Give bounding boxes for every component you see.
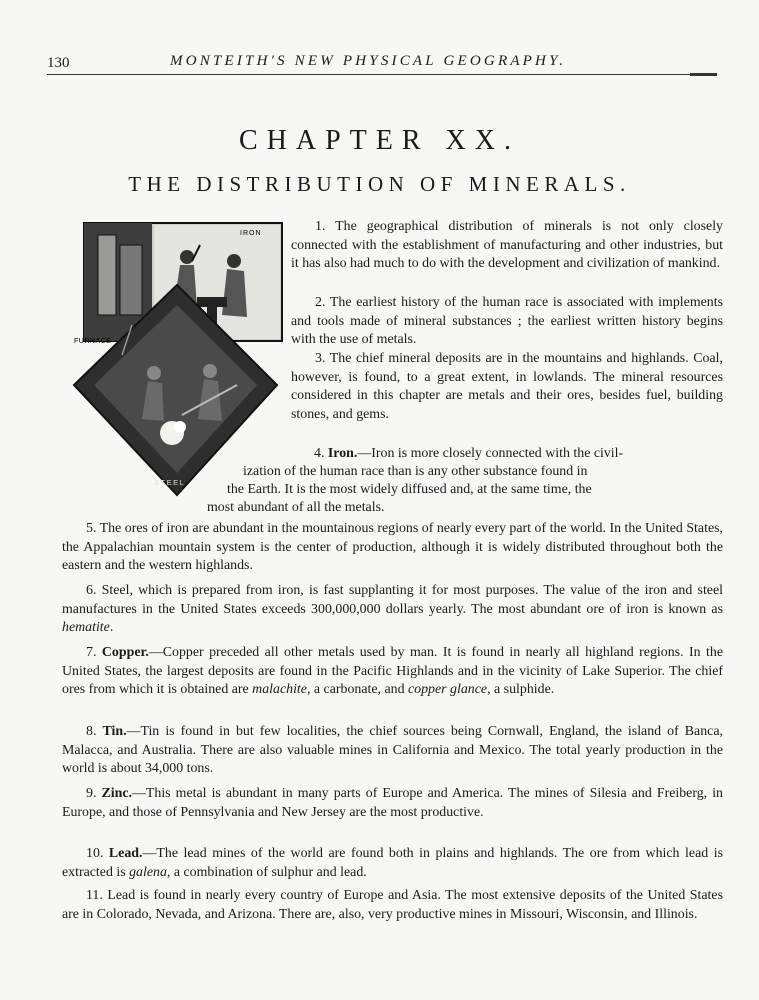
header-rule-ornament — [690, 73, 717, 76]
p10-number: 10. — [86, 846, 104, 861]
p10-text: —The lead mines of the world are found both in plains and highlands. The ore from which lead is extracted is — [62, 846, 723, 880]
p8-number: 8. — [86, 724, 97, 739]
label-furnace: FURNACE — [74, 338, 112, 345]
paragraph-2: 2. The earliest history of the human race is associated with implements and tools made of mineral substances ; the earliest written history begins with the use of metals. — [291, 295, 723, 348]
paragraph-4-line-4: most abundant of all the metals. — [207, 500, 385, 515]
paragraph-8 — [62, 723, 723, 779]
p6-end: . — [109, 620, 114, 636]
label-iron: IRON — [240, 230, 262, 237]
p7-mid: , a carbonate, and — [306, 682, 408, 698]
running-title: MONTEITH'S NEW PHYSICAL GEOGRAPHY. — [170, 53, 567, 69]
p6-italic-term: hematite — [62, 620, 110, 636]
paragraph-4-line-1 — [314, 445, 723, 464]
p9-number: 9. — [86, 786, 97, 801]
p9-text: —This metal is abundant in many parts of Europe and America. The mines of Silesia and Freiberg, in Europe, and those of Pennsylvania and New Jersey are the most productive. — [62, 786, 723, 820]
p7-italic-2: copper glance — [408, 682, 488, 698]
p7-end: , a sulphide. — [487, 682, 555, 698]
p4-text-a: —Iron is more closely connected with the civil- — [357, 446, 624, 461]
label-steel: STEEL — [154, 478, 186, 487]
paragraph-1: 1. The geographical distribution of minerals is not only closely connected with the establishment of manufacturing and other industries, but it has also had much to do with the development and civilization of mankind. — [291, 219, 723, 272]
header-rule — [47, 74, 717, 75]
paragraph-4-line-3: the Earth. It is the most widely diffused and, at the same time, the — [227, 482, 592, 497]
paragraph-7 — [62, 644, 723, 700]
paragraph-6 — [62, 582, 723, 638]
p7-italic-1: malachite — [252, 682, 307, 698]
paragraph-4-line-2: ization of the human race than is any other substance found in — [243, 464, 588, 479]
p10-heading: Lead. — [108, 846, 143, 861]
p10-italic-term: galena — [129, 864, 167, 880]
p4-heading: Iron. — [327, 446, 358, 461]
p6-text: 6. Steel, which is prepared from iron, is fast supplanting it for most purposes. The value of the iron and steel manufactures in the United States exceeds 300,000,000 dollars yearly. The most abundant ore of iron is known as — [62, 583, 723, 617]
page-number: 130 — [47, 55, 70, 71]
p8-heading: Tin. — [102, 724, 127, 739]
paragraph-3: 3. The chief mineral deposits are in the mountains and highlands. Coal, however, is found, to a great extent, in lowlands. The mineral resources considered in this chapter are metals and their ores, besides fuel, building stones, and gems. — [291, 351, 723, 422]
p9-heading: Zinc. — [101, 786, 132, 801]
p4-number: 4. — [314, 446, 325, 461]
paragraph-10 — [62, 845, 723, 882]
chapter-title: CHAPTER XX. — [238, 125, 520, 156]
paragraph-5: 5. The ores of iron are abundant in the mountainous regions of nearly every part of the world. In the United States, the Appalachian mountain system is the center of production, although it is widely distributed throughout both the eastern and the western highlands. — [62, 521, 723, 574]
chapter-subtitle: THE DISTRIBUTION OF MINERALS. — [128, 172, 631, 196]
p7-heading: Copper. — [101, 645, 149, 660]
p7-number: 7. — [86, 645, 97, 660]
paragraph-9 — [62, 785, 723, 822]
paragraph-11: 11. Lead is found in nearly every country of Europe and Asia. The most extensive deposits of the United States are in Colorado, Nevada, and Arizona. There are, also, very productive mines in Missouri, Wisconsin, and Illinois. — [62, 888, 723, 922]
p10-end: , a combination of sulphur and lead. — [166, 864, 367, 880]
p8-text: —Tin is found in but few localities, the chief sources being Cornwall, England, the island of Banca, Malacca, and Australia. There are also valuable mines in California and Mexico. The total yearly production in the world is about 34,000 tons. — [62, 724, 723, 777]
p7-text: —Copper preceded all other metals used by man. It is found in nearly all highland regions. In the United States, the largest deposits are found in the Pacific Highlands and in the vicinity of Lake Superior. The chief ores from which it is obtained are — [62, 645, 723, 698]
